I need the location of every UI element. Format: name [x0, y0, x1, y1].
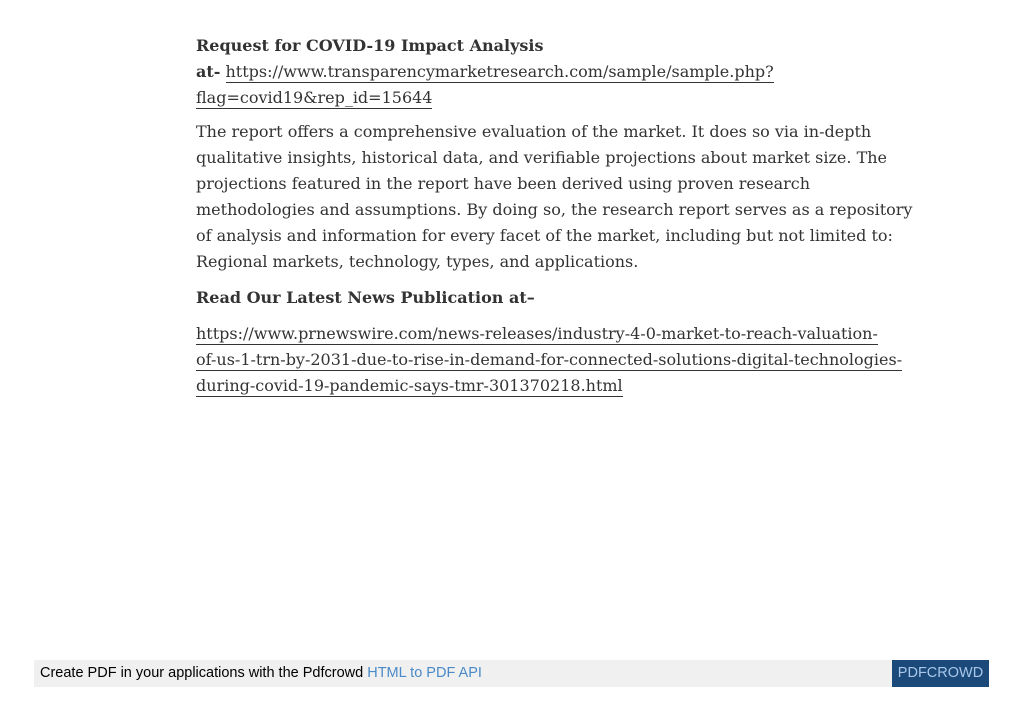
paragraph-line: qualitative insights, historical data, and verifiable projections about market size. The: [196, 148, 888, 167]
at-label: at-: [196, 62, 221, 81]
footer-caption: Create PDF in your applications with the Pdfcrowd: [40, 665, 364, 681]
paragraph-line: projections featured in the report have been derived using proven research: [196, 174, 811, 193]
covid-sample-link-part-1[interactable]: https://www.transparencymarketresearch.com/sample/sample.php?: [225, 62, 774, 81]
pdfcrowd-badge[interactable]: PDFCROWD: [892, 660, 989, 687]
news-link-part-3[interactable]: during-covid-19-pandemic-says-tmr-301370218.html: [196, 376, 623, 395]
pdfcrowd-footer: [34, 660, 989, 687]
paragraph-line: The report offers a comprehensive evaluation of the market. It does so via in-depth: [196, 122, 872, 141]
news-link-part-2[interactable]: of-us-1-trn-by-2031-due-to-rise-in-demand-for-connected-solutions-digital-technologies-: [196, 350, 903, 369]
paragraph-line: methodologies and assumptions. By doing so, the research report serves as a repository: [196, 200, 913, 219]
covid-link-line-2: [196, 85, 836, 111]
document-body: [196, 33, 913, 399]
paragraph-line: of analysis and information for every facet of the market, including but not limited to:: [196, 226, 893, 245]
news-link-block: [196, 321, 903, 399]
paragraph-line: Regional markets, technology, types, and applications.: [196, 252, 639, 271]
news-link-part-1[interactable]: https://www.prnewswire.com/news-releases/industry-4-0-market-to-reach-valuation-: [196, 324, 878, 343]
covid-link-line-1: [196, 59, 836, 85]
report-paragraph: [196, 119, 913, 275]
html-to-pdf-api-link[interactable]: HTML to PDF API: [367, 665, 482, 681]
covid-heading: Request for COVID-19 Impact Analysis: [196, 36, 544, 55]
news-heading: Read Our Latest News Publication at–: [196, 288, 535, 307]
footer-text: [40, 665, 482, 681]
covid-sample-link-part-2[interactable]: flag=covid19&rep_id=15644: [196, 88, 433, 107]
